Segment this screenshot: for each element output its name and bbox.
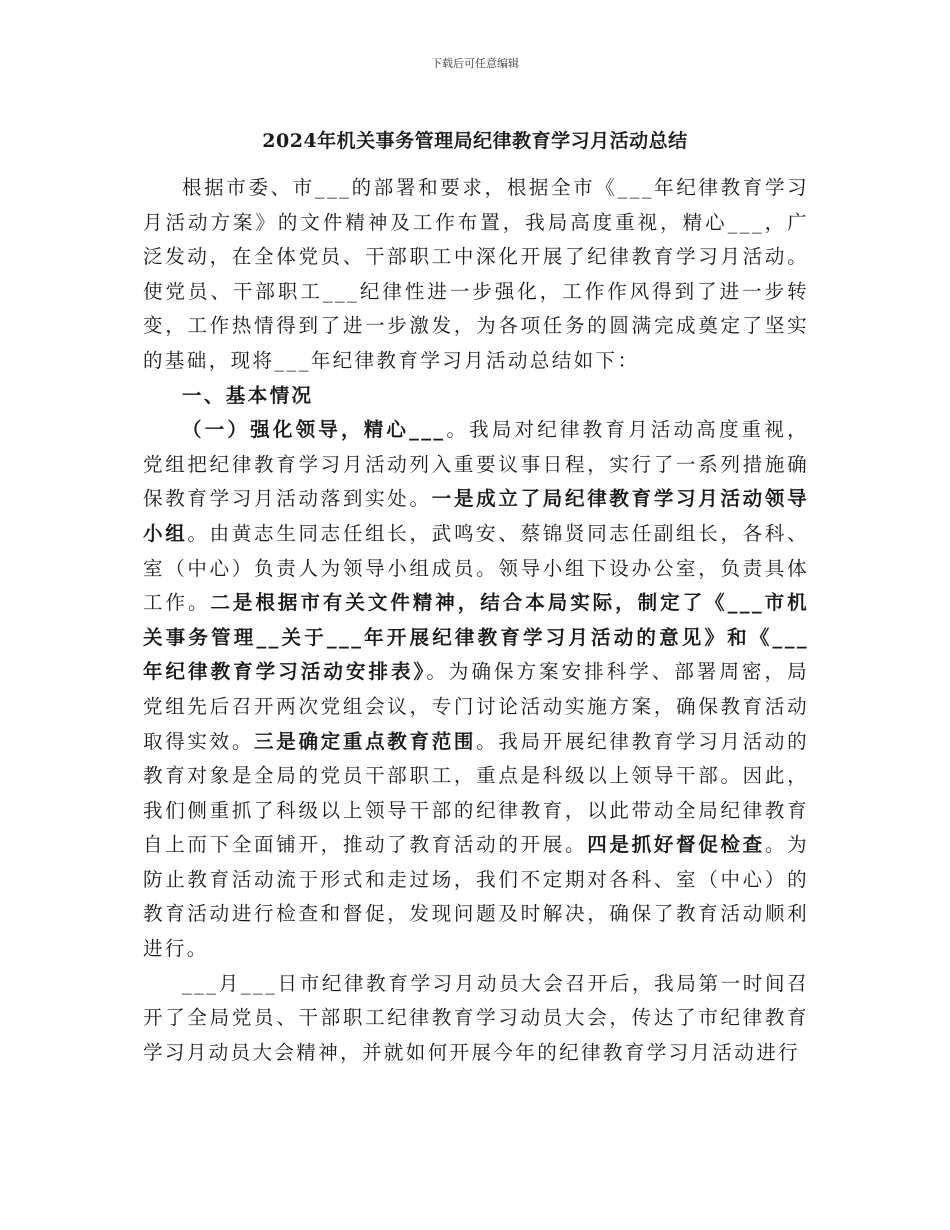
document-body <box>143 171 809 1070</box>
text-segment: 。我局对纪律教育月活动高度重视，党组把纪律教育学习月活动列入重要议事日程，实行了一系列措施确保教育学习月活动落到实处。 <box>143 418 810 511</box>
point-two: 二是根据市有关文件精神，结合本局实际，制定了《___市机关事务管理__关于___年开展纪律教育学习月活动的意见》和《___年纪律教育学习活动安排表》 <box>143 591 809 684</box>
text-segment: 。我局开展纪律教育学习月活动的教育对象是全局的党员干部职工，重点是科级以上领导干部。因此，我们侧重抓了科级以上领导干部的纪律教育，以此带动全局纪律教育自上而下全面铺开，推动了教育活动的开展。 <box>143 729 809 857</box>
text-segment: 。由黄志生同志任组长，武鸣安、蔡锦贤同志任副组长，各科、室（中心）负责人为领导小组成员。领导小组下设办公室，负责具体工作。 <box>143 521 809 615</box>
paragraph-intro: 根据市委、市___的部署和要求，根据全市《___年纪律教育学习月活动方案》的文件精神及工作布置，我局高度重视，精心___，广泛发动，在全体党员、干部职工中深化开展了纪律教育学习月活动。使党员、干部职工___纪律性进一步强化，工作作风得到了进一步转变，工作热情得到了进一步激发，为各项任务的圆满完成奠定了坚实的基础，现将___年纪律教育学习月活动总结如下： <box>143 176 809 372</box>
text-segment: 。为确保方案安排科学、部署周密，局党组先后召开两次党组会议，专门讨论活动实施方案，确保教育活动取得实效。 <box>143 660 809 753</box>
point-one: 一是成立了局纪律教育学习月活动领导小组 <box>143 487 809 545</box>
section-heading-basic: 一、基本情况 <box>182 383 314 407</box>
subheading-leadership: （一）强化领导，精心___ <box>182 418 446 442</box>
text-segment: 。为防止教育活动流于形式和走过场，我们不定期对各科、室（中心）的教育活动进行检查和督促，发现问题及时解决，确保了教育活动顺利进行。 <box>143 833 809 961</box>
document-title: 2024年机关事务管理局纪律教育学习月活动总结 <box>262 130 688 152</box>
paragraph-mobilization: ___月___日市纪律教育学习月动员大会召开后，我局第一时间召开了全局党员、干部职工纪律教育学习动员大会，传达了市纪律教育学习月动员大会精神，并就如何开展今年的纪律教育学习月活动进行 <box>143 971 809 1064</box>
header-note: 下载后可任意编辑 <box>431 57 519 70</box>
point-four: 四是抓好督促检查 <box>587 833 765 857</box>
point-three: 三是确定重点教育范围 <box>254 729 477 753</box>
paragraph-leadership <box>143 413 809 967</box>
